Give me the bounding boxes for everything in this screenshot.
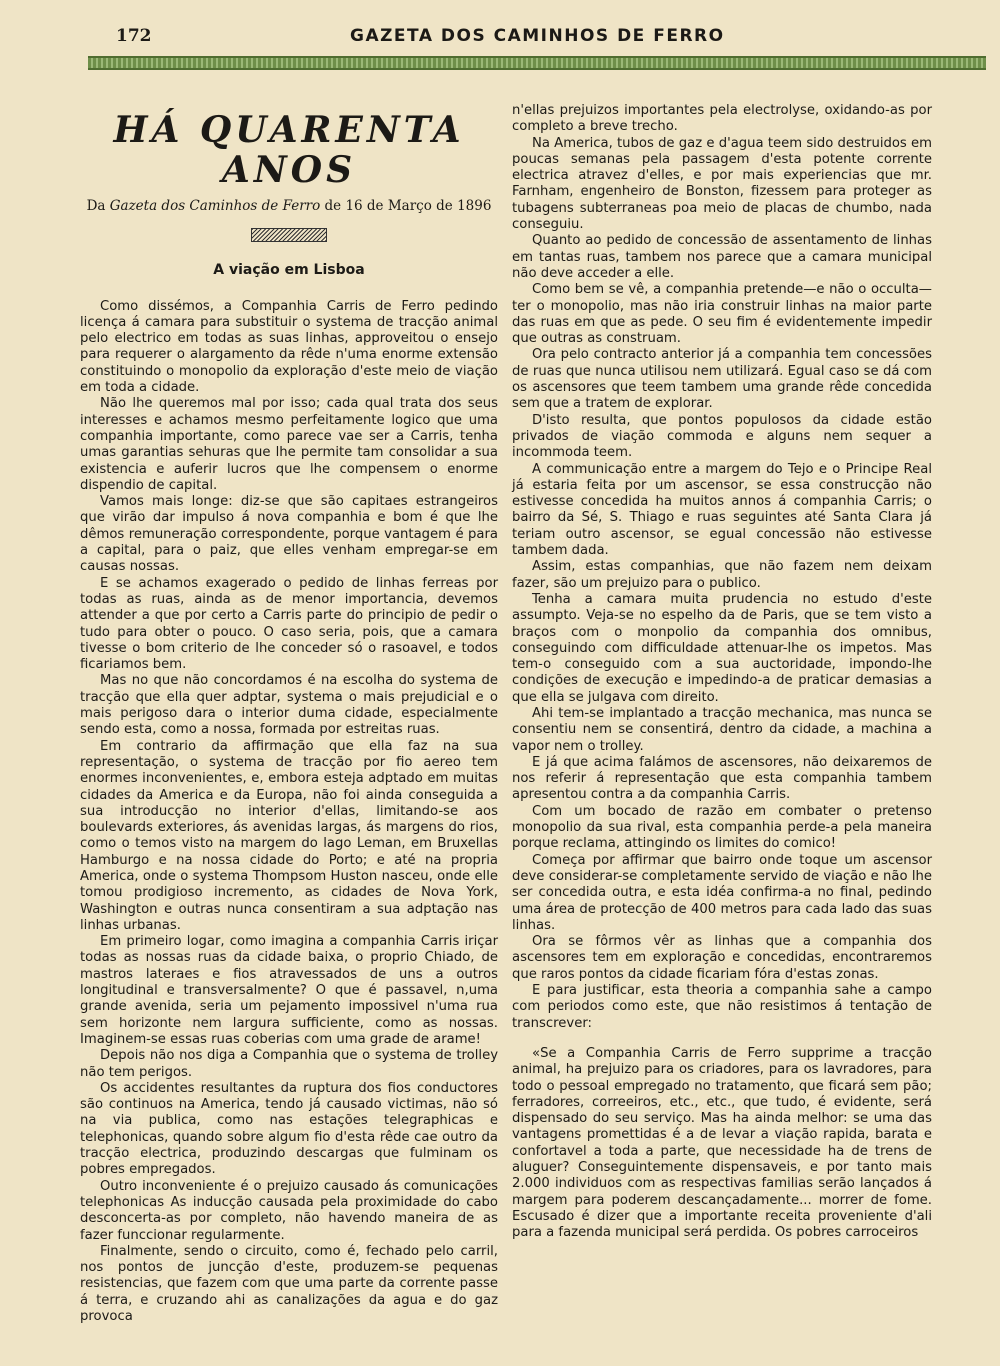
paragraph: Com um bocado de razão em combater o pretenso monopolio da sua rival, esta companhia perde-a pela maneira porque reclama, attingindo os limites do comico! <box>512 803 932 852</box>
paragraph: D'isto resulta, que pontos populosos da cidade estão privados de viação commoda e alguns nem sequer a incommoda teem. <box>512 412 932 461</box>
running-title: GAZETA DOS CAMINHOS DE FERRO <box>350 26 725 46</box>
paragraph: Em contrario da affirmação que ella faz na sua representação, o systema de tracção por fio aereo tem enormes inconvenientes, e, embora esteja adptado em muitas cidades da America e da Europa, não foi ainda conseguida a sua introducção no interior d'ellas, limitando-se aos boulevards exteriores, ás avenidas largas, ás margens do rios, como o temos visto na margem do lago Leman, em Bruxellas Hamburgo e na nossa cidade do Porto; e até na propria America, onde o systema Thompsom Huston nasceu, onde elle tomou prodigioso incremento, as cidades de Nova York, Washington e outras nunca consentiram a sua adptação nas linhas urbanas. <box>80 738 498 933</box>
paragraph: E para justificar, esta theoria a companhia sahe a campo com periodos como este, que não resistimos á tentação de transcrever: <box>512 983 932 1031</box>
header-rule <box>88 56 986 70</box>
paragraph: Na America, tubos de gaz e d'agua teem sido destruidos em poucas semanas pela passagem d'esta potente corrente electrica atravez d'elles, e por mais experiencias que mr. Farnham, engenheiro de Bonston, fizessem para proteger as tubagens subterraneas poa meio de placas de chumbo, nada conseguiu. <box>512 135 932 233</box>
paragraph: Mas no que não concordamos é na escolha do systema de tracção que ella quer adptar, systema o mais prejudicial e o mais perigoso dara o interior duma cidade, especialmente sendo esta, como a nossa, formada por estreitas ruas. <box>80 673 498 738</box>
paragraph: Tenha a camara muita prudencia no estudo d'este assumpto. Veja-se no espelho da de Paris, que se tem visto a braços com o monpolio da companhia dos omnibus, conseguindo com difficuldade attenuar-lhe os impetos. Mas tem-o conseguido com a sua auctoridade, impondo-lhe condições de execução e impedindo-a de praticar demasias a que ella se julgava com direito. <box>512 591 932 705</box>
source-prefix: Da <box>86 198 110 214</box>
right-column <box>512 103 932 1241</box>
paragraph: Ora pelo contracto anterior já a companhia tem concessões de ruas que nunca utilisou nem utilizará. Egual caso se dá com os ascensores que teem tambem uma grande rêde concedida sem que a tratem de explorar. <box>512 347 932 412</box>
paragraph: Depois não nos diga a Companhia que o systema de trolley não tem perigos. <box>80 1048 498 1080</box>
paragraph: Começa por affirmar que bairro onde toque um ascensor deve considerar-se completamente servido de viação e não lhe ser concedida outra, e esta idéa confirma-a no final, pedindo uma área de protecção de 400 metros para cada lado das suas linhas. <box>512 852 932 933</box>
paragraph: Outro inconveniente é o prejuizo causado ás comunicações telephonicas As inducção causada pela proximidade do cabo desconcerta-as por completo, não havendo maneira de as fazer funccionar regularmente. <box>80 1178 498 1243</box>
paragraph: Os accidentes resultantes da ruptura dos fios conductores são continuos na America, tendo já causado victimas, não só na via publica, como nas estações telegraphicas e telephonicas, quando sobre algum fio d'esta rêde cae outro da tracção electrica, produzindo descargas que fulminam os pobres empregados. <box>80 1080 498 1178</box>
paragraph: Como dissémos, a Companhia Carris de Ferro pedindo licença á camara para substituir o systema de tracção animal pelo electrico em todas as suas linhas, approveitou o ensejo para requerer o alargamento da rêde n'uma enorme extensão constituindo o monopolio da exploração d'este meio de viação em toda a cidade. <box>80 298 498 396</box>
paragraph: Ora se fôrmos vêr as linhas que a companhia dos ascensores tem em exploração e concedidas, encontraremos que raros pontos da cidade ficariam fóra d'estas zonas. <box>512 934 932 982</box>
article-title: HÁ QUARENTA ANOS <box>113 109 465 191</box>
paragraph: Quanto ao pedido de concessão de assentamento de linhas em tantas ruas, tambem nos parece que a camara municipal não deve acceder a elle. <box>512 233 932 281</box>
paragraph: Como bem se vê, a companhia pretende—e não o occulta—ter o monopolio, mas não iria construir linhas na maior parte das ruas em que as pede. O seu fim é evidentemente impedir que outras as construam. <box>512 282 932 347</box>
paragraph: E já que acima falámos de ascensores, não deixaremos de nos referir á representação que esta companhia tambem apresentou contra a da companhia Carris. <box>512 754 932 803</box>
paragraph: Ahi tem-se implantado a tracção mechanica, mas nunca se consentiu nem se consentirá, dentro da cidade, a machina a vapor nem o trolley. <box>512 705 932 754</box>
paragraph: E se achamos exagerado o pedido de linhas ferreas por todas as ruas, ainda as de menor importancia, devemos attender a que por certo a Carris parte do principio de pedir o tudo para obter o pouco. O caso seria, pois, que a camara tivesse o bom criterio de lhe conceder só o rasoavel, e todos ficariamos bem. <box>80 575 498 673</box>
quoted-paragraph: «Se a Companhia Carris de Ferro supprime a tracção animal, ha prejuizo para os criadores, para os lavradores, para todo o pessoal empregado no tratamento, que ficará sem pão; ferradores, correeiros, etc., etc., que tudo, é evidente, será dispensado do seu serviço. Mas ha ainda melhor: se uma das vantagens promettidas é a de levar a viação rapida, barata e confortavel a toda a parte, que necessidade ha de trens de aluguer? Conseguintemente dispensaveis, e por tanto mais 2.000 individuos com as respectivas familias serão lançados á margem para poderem descançadamente... morrer de fome. Escusado é dizer que a importante receita proveniente d'ali para a fazenda municipal será perdida. Os pobres carroceiros <box>512 1045 932 1241</box>
left-column <box>80 110 498 1325</box>
ornament-divider <box>251 228 327 242</box>
paragraph: Assim, estas companhias, que não fazem nem deixam fazer, são um prejuizo para o publico. <box>512 559 932 591</box>
paragraph: n'ellas prejuizos importantes pela electrolyse, oxidando-as por completo a breve trecho. <box>512 103 932 135</box>
paragraph: Finalmente, sendo o circuito, como é, fechado pelo carril, nos pontos de juncção d'este, produzem-se pequenas resistencias, que fazem com que uma parte da corrente passe á terra, e cruzando ahi as canalizações da agua e do gaz provoca <box>80 1243 498 1324</box>
article-source <box>80 198 498 214</box>
source-date: de 16 de Março de 1896 <box>320 198 492 214</box>
paragraph: A communicação entre a margem do Tejo e o Principe Real já estaria feita por um ascensor, se essa construcção não estivesse concedida ha muitos annos á companhia Carris; o bairro da Sé, S. Thiago e ruas seguintes até Santa Clara já teriam outro ascensor, se egual concessão não estivesse tambem dada. <box>512 461 932 559</box>
paragraph: Não lhe queremos mal por isso; cada qual trata dos seus interesses e achamos mesmo perfeitamente logico que uma companhia importante, como parece vae ser a Carris, tenha umas garantias sehuras que lhe permite tam consolidar a sua existencia e auferir lucros que lhe compensem o enorme dispendio de capital. <box>80 396 498 493</box>
page-number: 172 <box>116 26 152 46</box>
paragraph: Em primeiro logar, como imagina a companhia Carris iriçar todas as nossas ruas da cidade baixa, o proprio Chiado, de mastros lateraes e fios atravessados de uns a outros longitudinal e transversalmente? O que é passavel, n,uma grande avenida, seria um pejamento impossivel n'uma rua sem horizonte nem largura sufficiente, como as nossas. Imaginem-se essas ruas coberias com uma grade de arame! <box>80 934 498 1047</box>
source-publication: Gazeta dos Caminhos de Ferro <box>109 198 321 214</box>
section-title: A viação em Lisboa <box>213 262 365 279</box>
paragraph: Vamos mais longe: diz-se que são capitaes estrangeiros que virão dar impulso á nova companhia e bom é que lhe dêmos remuneração correspondente, porque vantagem é para a capital, para o paiz, que elles venham empregar-se em causas nossas. <box>80 494 498 575</box>
